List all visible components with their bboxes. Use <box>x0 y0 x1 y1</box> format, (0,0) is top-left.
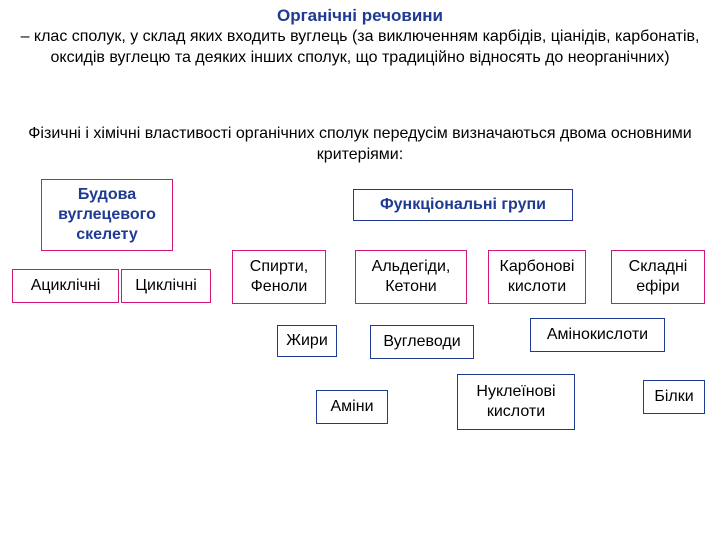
proteins-box: Білки <box>643 380 705 414</box>
nucleic-acids-box: Нуклеїнові кислоти <box>457 374 575 430</box>
esters-box: Складні ефіри <box>611 250 705 304</box>
functional-groups-box: Функціональні групи <box>353 189 573 221</box>
criteria-paragraph: Фізичні і хімічні властивості органічних сполук передусім визначаються двома основними критеріями: <box>28 125 692 163</box>
cyclic-box: Циклічні <box>121 269 211 303</box>
amines-box: Аміни <box>316 390 388 424</box>
page-title: Органічні речовини <box>276 6 443 25</box>
fats-box: Жири <box>277 325 337 357</box>
aldehydes-ketones-box: Альдегіди, Кетони <box>355 250 467 304</box>
amino-acids-box: Амінокислоти <box>530 318 665 352</box>
carbohydrates-box: Вуглеводи <box>370 325 474 359</box>
skeleton-structure-box: Будова вуглецевого скелету <box>41 179 173 251</box>
alcohols-phenols-box: Спирти, Феноли <box>232 250 326 304</box>
acyclic-box: Ациклічні <box>12 269 119 303</box>
carboxylic-acids-box: Карбонові кислоти <box>488 250 586 304</box>
definition-text: – клас сполук, у склад яких входить вуглець (за виключенням карбідів, ціанідів, карбонатів, оксидів вуглецю та деяких інших сполук, що традиційно відносять до неорганічних) <box>20 28 700 66</box>
